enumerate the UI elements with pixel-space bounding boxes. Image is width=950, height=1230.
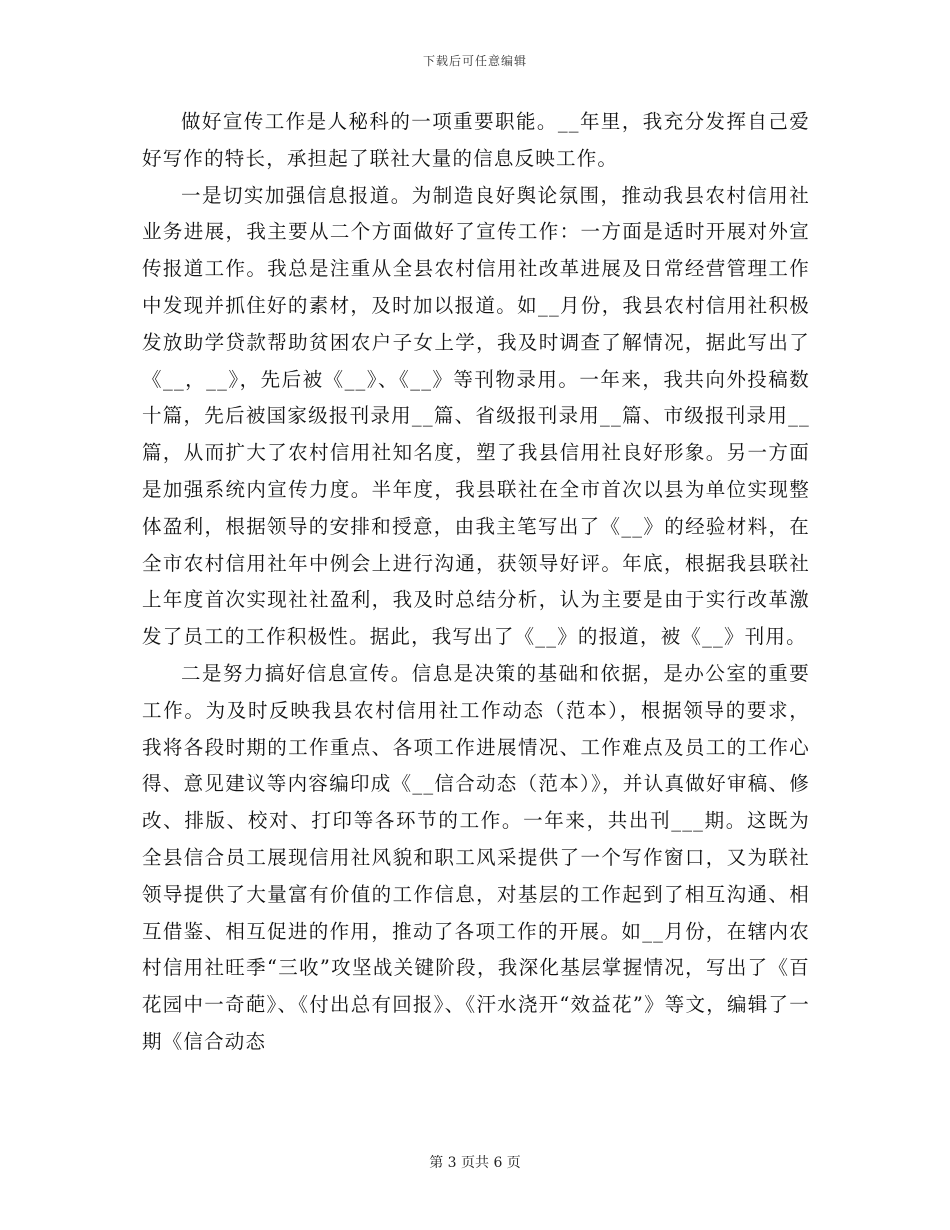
page-number: 第 3 页共 6 页 [429,1155,521,1171]
paragraph-intro: 做好宣传工作是人秘科的一项重要职能。__年里，我充分发挥自己爱好写作的特长，承担起了联社大量的信息反映工作。 [142,110,810,170]
paragraph-info-reporting: 一是切实加强信息报道。为制造良好舆论氛围，推动我县农村信用社业务进展，我主要从二个方面做好了宣传工作：一方面是适时开展对外宣传报道工作。我总是注重从全县农村信用社改革进展及日常经营管理工作中发现并抓住好的素材，及时加以报道。如__月份，我县农村信用社积极发放助学贷款帮助贫困农户子女上学，我及时调查了解情况，据此写出了《__，__》，先后被《__》、《__》等刊物录用。一年来，我共向外投稿数十篇，先后被国家级报刊录用__篇、省级报刊录用__篇、市级报刊录用__篇，从而扩大了农村信用社知名度，塑了我县信用社良好形象。另一方面是加强系统内宣传力度。半年度，我县联社在全市首次以县为单位实现整体盈利，根据领导的安排和授意，由我主笔写出了《__》的经验材料，在全市农村信用社年中例会上进行沟通，获领导好评。年底，根据我县联社上年度首次实现社社盈利，我及时总结分析，认为主要是由于实行改革激发了员工的工作积极性。据此，我写出了《__》的报道，被《__》刊用。 [142,183,810,649]
document-body [142,104,810,1061]
paragraph-info-publicity: 二是努力搞好信息宣传。信息是决策的基础和依据，是办公室的重要工作。为及时反映我县农村信用社工作动态（范本），根据领导的要求，我将各段时期的工作重点、各项工作进展情况、工作难点及员工的工作心得、意见建议等内容编印成《__信合动态（范本）》，并认真做好审稿、修改、排版、校对、打印等各环节的工作。一年来，共出刊___期。这既为全县信合员工展现信用社风貌和职工风采提供了一个写作窗口，又为联社领导提供了大量富有价值的工作信息，对基层的工作起到了相互沟通、相互借鉴、相互促进的作用，推动了各项工作的开展。如__月份，在辖内农村信用社旺季“三收”攻坚战关键阶段，我深化基层掌握情况，写出了《百花园中一奇葩》、《付出总有回报》、《汗水浇开“效益花”》等文，编辑了一期《信合动态 [142,661,810,1053]
page-header: 下载后可任意编辑 [422,54,527,68]
